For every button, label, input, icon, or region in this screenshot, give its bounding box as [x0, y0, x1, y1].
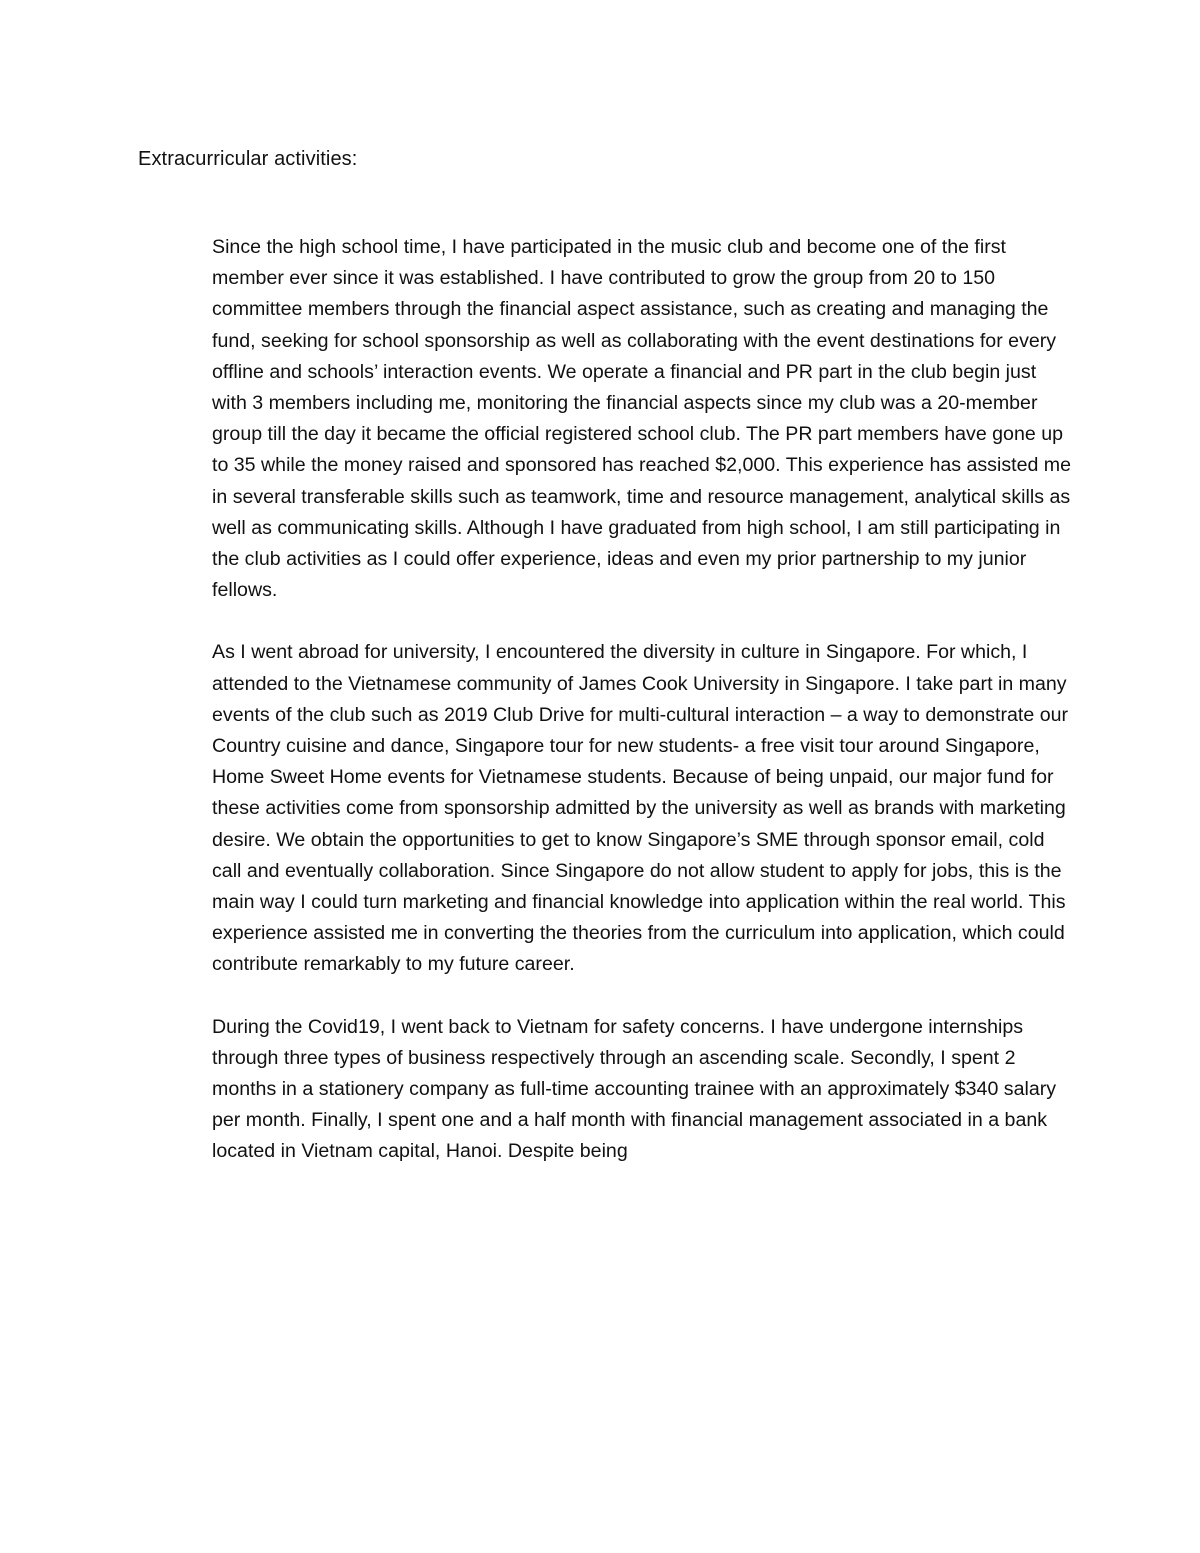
document-heading: Extracurricular activities:	[138, 148, 358, 170]
paragraph-music-club: Since the high school time, I have participated in the music club and become one of the first member ever since it was established. I have contributed to grow the group from 20 to 150 committee members through the financial aspect assistance, such as creating and managing the fund, seeking for school sponsorship as well as collaborating with the event destinations for every offline and schools’ interaction events. We operate a financial and PR part in the club begin just with 3 members including me, monitoring the financial aspects since my club was a 20-member group till the day it became the official registered school club. The PR part members have gone up to 35 while the money raised and sponsored has reached $2,000. This experience has assisted me in several transferable skills such as teamwork, time and resource management, analytical skills as well as communicating skills. Although I have graduated from high school, I am still participating in the club activities as I could offer experience, ideas and even my prior partnership to my junior fellows.	[212, 236, 1072, 602]
paragraph-university-community: As I went abroad for university, I encountered the diversity in culture in Singapore. For which, I attended to the Vietnamese community of James Cook University in Singapore. I take part in many events of the club such as 2019 Club Drive for multi-cultural interaction – a way to demonstrate our Country cuisine and dance, Singapore tour for new students- a free visit tour around Singapore, Home Sweet Home events for Vietnamese students. Because of being unpaid, our major fund for these activities come from sponsorship admitted by the university as well as brands with marketing desire. We obtain the opportunities to get to know Singapore’s SME through sponsor email, cold call and eventually collaboration. Since Singapore do not allow student to apply for jobs, this is the main way I could turn marketing and financial knowledge into application within the real world. This experience assisted me in converting the theories from the curriculum into application, which could contribute remarkably to my future career.	[212, 641, 1069, 976]
paragraph-internships: During the Covid19, I went back to Vietnam for safety concerns. I have undergone internships through three types of business respectively through an ascending scale. Secondly, I spent 2 months in a stationery company as full-time accounting trainee with an approximately $340 salary per month. Finally, I spent one and a half month with financial management associated in a bank located in Vietnam capital, Hanoi. Despite being	[212, 1015, 1057, 1163]
document-body	[212, 232, 1072, 1199]
